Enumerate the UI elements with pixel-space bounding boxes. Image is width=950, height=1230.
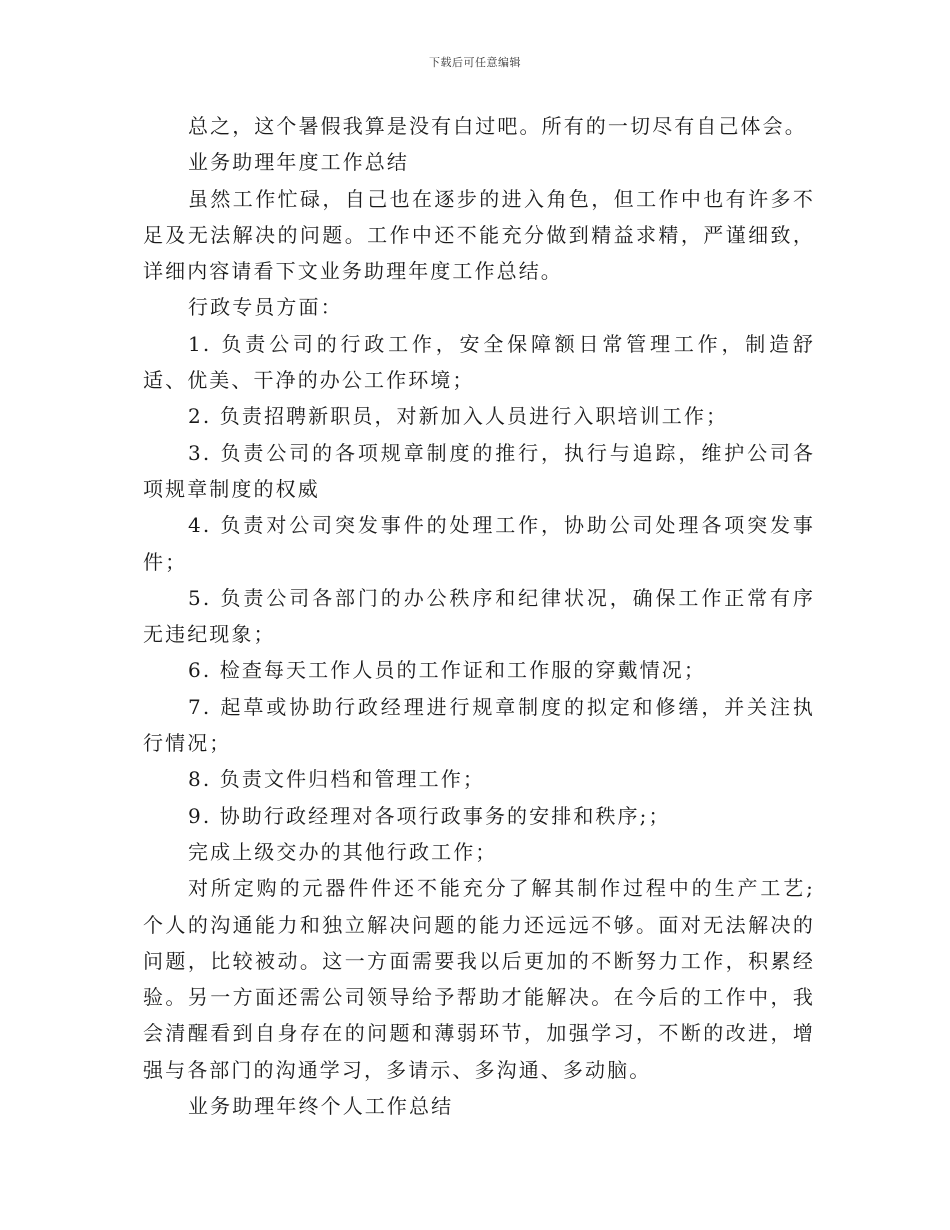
list-item: 7. 起草或协助行政经理进行规章制度的拟定和修缮，并关注执行情况；: [143, 694, 815, 756]
list-item: 8. 负责文件归档和管理工作；: [188, 767, 485, 792]
list-item: 6. 检查每天工作人员的工作证和工作服的穿戴情况；: [188, 658, 706, 683]
paragraph: 总之，这个暑假我算是没有白过吧。所有的一切尽有自己体会。: [188, 114, 807, 138]
list-item: 2. 负责招聘新职员，对新加入人员进行入职培训工作；: [188, 404, 729, 429]
list-item: 9. 协助行政经理对各项行政事务的安排和秩序;；: [188, 803, 671, 828]
list-item: 5. 负责公司各部门的办公秩序和纪律状况，确保工作正常有序无违纪现象；: [143, 585, 815, 647]
paragraph: 虽然工作忙碌，自己也在逐步的进入角色，但工作中也有许多不足及无法解决的问题。工作中还不能充分做到精益求精，严谨细致，详细内容请看下文业务助理年度工作总结。: [143, 186, 815, 284]
section-heading: 业务助理年终个人工作总结: [188, 1094, 454, 1119]
list-item: 4. 负责对公司突发事件的处理工作，协助公司处理各项突发事件；: [143, 513, 815, 574]
page-header: 下载后可任意编辑: [429, 56, 521, 69]
list-item: 3. 负责公司的各项规章制度的推行，执行与追踪，维护公司各项规章制度的权威: [143, 440, 815, 501]
paragraph: 对所定购的元器件件还不能充分了解其制作过程中的生产工艺;个人的沟通能力和独立解决问题的能力还远远不够。面对无法解决的问题，比较被动。这一方面需要我以后更加的不断努力工作，积累经验。另一方面还需公司领导给予帮助才能解决。在今后的工作中，我会清醒看到自身存在的问题和薄弱环节，加强学习，不断的改进，增强与各部门的沟通学习，多请示、多沟通、多动脑。: [143, 876, 815, 1082]
document-body: [143, 108, 815, 1124]
section-heading: 业务助理年度工作总结: [188, 150, 409, 175]
list-item: 1. 负责公司的行政工作，安全保障额日常管理工作，制造舒适、优美、干净的办公工作环境；: [143, 331, 815, 393]
subsection-heading: 行政专员方面：: [188, 295, 343, 320]
paragraph: 完成上级交办的其他行政工作；: [188, 839, 498, 864]
